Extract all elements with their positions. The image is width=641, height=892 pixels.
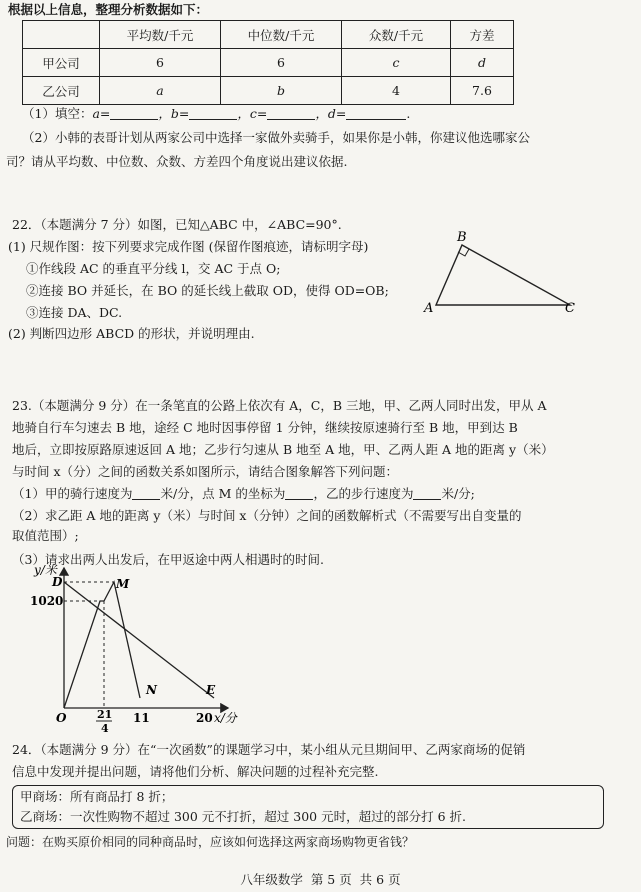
q22-part1: (1) 尺规作图：按下列要求完成作图 (保留作图痕迹，请标明字母) bbox=[8, 239, 369, 254]
q23-part1-d: 米/分; bbox=[441, 486, 475, 501]
distance-time-graph bbox=[0, 560, 260, 735]
q23-part1-b: 米/分，点 M 的坐标为 bbox=[160, 486, 286, 501]
table-header-cell: 中位数/千元 bbox=[221, 21, 342, 49]
table-cell: 乙公司 bbox=[23, 77, 100, 105]
q23-part1-a: （1）甲的骑行速度为 bbox=[12, 486, 133, 501]
q24-question: 问题：在购买原价相同的同种商品时，应该如何选择这两家商场购物更省钱？ bbox=[6, 835, 415, 849]
vertex-c-label: C bbox=[565, 301, 575, 316]
table-header-cell: 平均数/千元 bbox=[100, 21, 221, 49]
promotion-jia: 甲商场：所有商品打 8 折； bbox=[20, 789, 174, 804]
y-tick-1020: 1020 bbox=[30, 594, 64, 608]
table-row bbox=[23, 49, 514, 77]
answer-blank[interactable] bbox=[110, 107, 158, 120]
q22-step1: ①作线段 AC 的垂直平分线 l，交 AC 于点 O; bbox=[26, 261, 281, 276]
point-d-label: D bbox=[52, 575, 63, 589]
table-cell: 7.6 bbox=[451, 77, 514, 105]
promotion-yi: 乙商场：一次性购物不超过 300 元不打折，超过 300 元时，超过的部分打 6 折. bbox=[20, 809, 466, 824]
triangle-abc-figure bbox=[420, 230, 580, 320]
q21-a-label: a= bbox=[92, 106, 111, 121]
q24-title-line2: 信息中发现并提出问题，请将他们分析、解决问题的过程补充完整. bbox=[12, 764, 379, 779]
x-tick-21-over-4-den: 4 bbox=[101, 722, 109, 735]
table-cell: a bbox=[100, 77, 221, 105]
q23-part2-line2: 取值范围）; bbox=[12, 528, 79, 543]
x-axis-label: x/分 bbox=[214, 711, 237, 725]
q23-line3: 地后，立即按原路原速返回 A 地；乙步行匀速从 B 地至 A 地，甲、乙两人距 A 地的距离 y（米） bbox=[12, 442, 554, 457]
q21-part1 bbox=[22, 106, 410, 122]
q24-title: 24．（本题满分 9 分）在“一次函数”的课题学习中，某小组从元旦期间甲、乙两家商场的促销 bbox=[12, 742, 526, 757]
q23-part1-c: ，乙的步行速度为 bbox=[313, 486, 414, 501]
table-header-cell bbox=[23, 21, 100, 49]
answer-blank[interactable] bbox=[346, 107, 406, 120]
q22-step2: ②连接 BO 并延长，在 BO 的延长线上截取 OD，使得 OD=OB; bbox=[26, 283, 389, 298]
table-header-cell: 方差 bbox=[451, 21, 514, 49]
origin-label: O bbox=[56, 711, 67, 725]
table-cell: b bbox=[221, 77, 342, 105]
page-footer: 八年级数学 第 5 页 共 6 页 bbox=[240, 872, 401, 887]
q23-part2-line1: （2）求乙距 A 地的距离 y（米）与时间 x（分钟）之间的函数解析式（不需要写出自变量的 bbox=[12, 508, 522, 523]
table-cell: 6 bbox=[221, 49, 342, 77]
q22-title: 22．（本题满分 7 分）如图，已知△ABC 中，∠ABC=90°. bbox=[12, 217, 342, 232]
point-m-label: M bbox=[116, 577, 130, 591]
table-row bbox=[23, 77, 514, 105]
answer-blank[interactable] bbox=[413, 487, 441, 500]
x-tick-21-over-4-num: 21 bbox=[97, 708, 113, 721]
q23-part3: （3）请求出两人出发后，在甲返途中两人相遇时的时间. bbox=[12, 552, 324, 567]
statistics-table bbox=[22, 20, 514, 105]
table-cell: 6 bbox=[100, 49, 221, 77]
answer-blank[interactable] bbox=[267, 107, 315, 120]
q21-part2-line1: （2）小韩的表哥计划从两家公司中选择一家做外卖骑手，如果你是小韩，你建议他选哪家公 bbox=[22, 130, 530, 145]
q21-c-label: ，c= bbox=[237, 106, 268, 121]
jia-path-line bbox=[64, 582, 140, 708]
intro-text: 根据以上信息，整理分析数据如下： bbox=[8, 2, 209, 17]
answer-blank[interactable] bbox=[132, 487, 160, 500]
q21-d-label: ，d= bbox=[315, 106, 347, 121]
table-cell: c bbox=[342, 49, 451, 77]
x-tick-11: 11 bbox=[133, 711, 150, 725]
q22-part2: (2) 判断四边形 ABCD 的形状，并说明理由. bbox=[8, 326, 255, 341]
y-axis-label: y/米 bbox=[34, 563, 57, 577]
q23-line4: 与时间 x（分）之间的函数关系如图所示，请结合图象解答下列问题： bbox=[12, 464, 399, 479]
point-e-label: E bbox=[206, 683, 216, 697]
answer-blank[interactable] bbox=[285, 487, 313, 500]
q21-part1-prefix: （1）填空： bbox=[22, 106, 93, 121]
point-n-label: N bbox=[146, 683, 157, 697]
vertex-a-label: A bbox=[424, 301, 434, 316]
x-tick-20: 20 bbox=[196, 711, 213, 725]
answer-blank[interactable] bbox=[189, 107, 237, 120]
table-cell: 4 bbox=[342, 77, 451, 105]
q23-part1 bbox=[12, 486, 475, 502]
q21-part1-end: . bbox=[406, 106, 411, 121]
table-cell: 甲公司 bbox=[23, 49, 100, 77]
table-cell: d bbox=[451, 49, 514, 77]
vertex-b-label: B bbox=[457, 230, 467, 245]
q21-part2-line2: 司？请从平均数、中位数、众数、方差四个角度说出建议依据. bbox=[6, 154, 348, 169]
q23-line2: 地骑自行车匀速去 B 地，途经 C 地时因事停留 1 分钟，继续按原速骑行至 B 地，甲到达 B bbox=[12, 420, 518, 435]
q23-line1: 23.（本题满分 9 分）在一条笔直的公路上依次有 A，C，B 三地，甲、乙两人同时出发，甲从 A bbox=[12, 398, 547, 413]
table-header-cell: 众数/千元 bbox=[342, 21, 451, 49]
q21-b-label: ，b= bbox=[158, 106, 190, 121]
q22-step3: ③连接 DA、DC. bbox=[26, 305, 123, 320]
table-header-row bbox=[23, 21, 514, 49]
triangle-abc bbox=[436, 245, 570, 305]
